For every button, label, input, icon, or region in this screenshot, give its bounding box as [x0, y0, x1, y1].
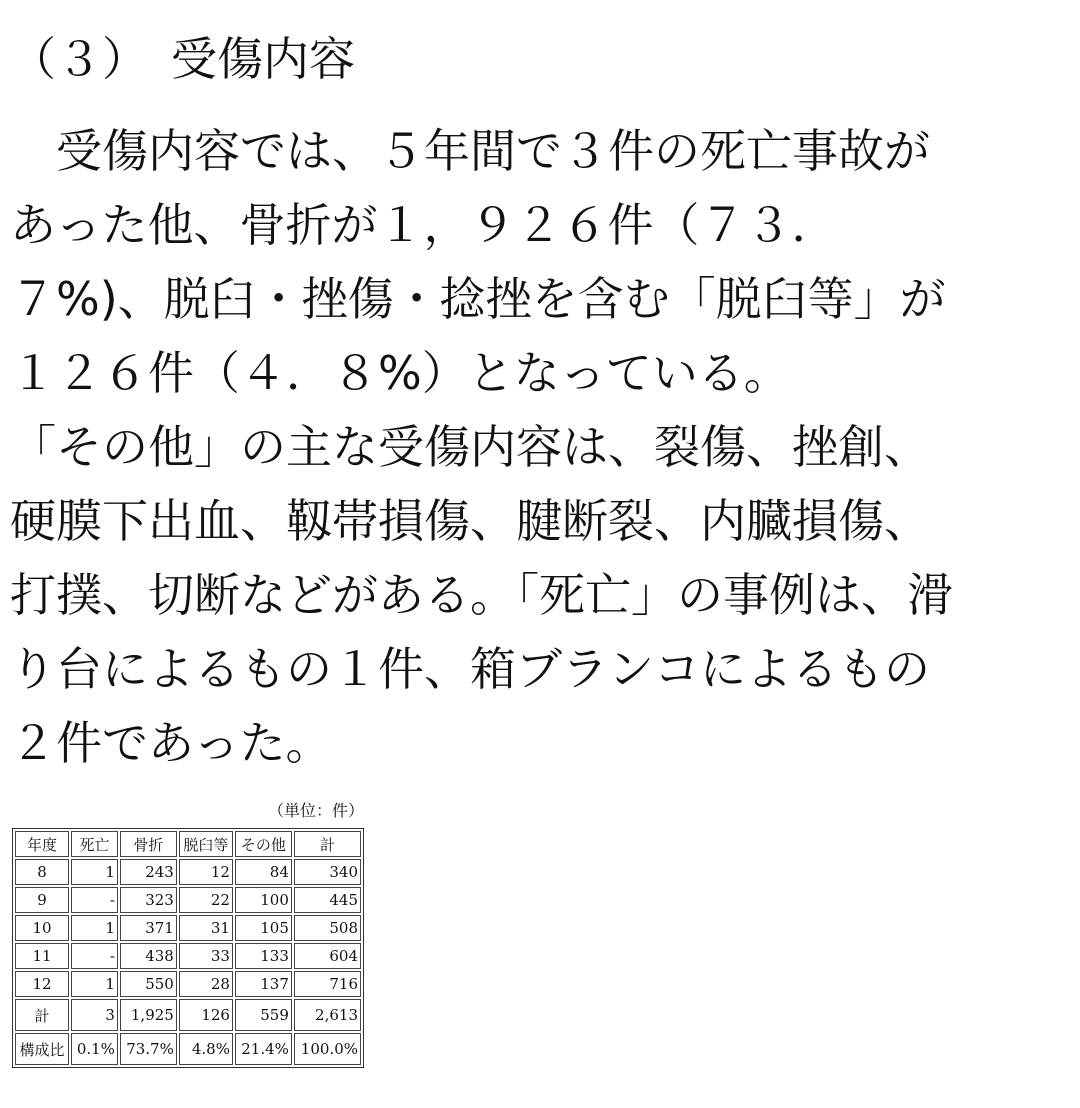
paragraph-line: １２６件（４．８%）となっている。: [10, 346, 790, 400]
table-cell: 33: [179, 943, 233, 969]
table-cell: 2,613: [294, 999, 361, 1031]
paragraph-line: ２件であった。: [10, 716, 332, 770]
table-row: [15, 915, 361, 941]
table-cell: 31: [179, 915, 233, 941]
header-year: 年度: [15, 831, 69, 857]
table-cell: 1,925: [120, 999, 177, 1031]
table-cell: 559: [235, 999, 292, 1031]
table-cell: 100: [235, 887, 292, 913]
table-cell: 371: [120, 915, 177, 941]
header-dislocation: 脱臼等: [179, 831, 233, 857]
table-cell: 137: [235, 971, 292, 997]
table-cell: 0.1%: [71, 1033, 118, 1065]
table-cell: 126: [179, 999, 233, 1031]
table-cell: 11: [15, 943, 69, 969]
table-cell: 12: [15, 971, 69, 997]
paragraph-line: り台によるもの１件、箱ブランコによるもの: [10, 642, 930, 696]
paragraph-line: ７%)、脱臼・挫傷・捻挫を含む「脱臼等」が: [10, 272, 946, 326]
table-cell: 100.0%: [294, 1033, 361, 1065]
table-cell: 21.4%: [235, 1033, 292, 1065]
paragraph-line: 「その他」の主な受傷内容は、裂傷、挫創、: [10, 420, 930, 474]
section-heading: （３） 受傷内容: [10, 32, 355, 86]
table-cell: 716: [294, 971, 361, 997]
table-cell: 84: [235, 859, 292, 885]
header-death: 死亡: [71, 831, 118, 857]
injury-statistics-table: [12, 828, 364, 1068]
table-cell: 323: [120, 887, 177, 913]
table-cell: 445: [294, 887, 361, 913]
table-cell: 3: [71, 999, 118, 1031]
table-unit-label: （単位：件）: [268, 801, 365, 820]
paragraph-line: 打撲、切断などがある。「死亡」の事例は、滑: [10, 568, 953, 622]
table-cell: 243: [120, 859, 177, 885]
table-row: [15, 859, 361, 885]
table-cell: 340: [294, 859, 361, 885]
table-cell: 10: [15, 915, 69, 941]
table-cell: 508: [294, 915, 361, 941]
table-cell: -: [71, 943, 118, 969]
table-cell: 133: [235, 943, 292, 969]
table-cell: 1: [71, 859, 118, 885]
table-cell: 28: [179, 971, 233, 997]
table-cell: 1: [71, 971, 118, 997]
table-cell: 105: [235, 915, 292, 941]
table-cell: 73.7%: [120, 1033, 177, 1065]
table-cell: 8: [15, 859, 69, 885]
table-cell: 構成比: [15, 1033, 69, 1065]
paragraph-line: あった他、骨折が１，９２６件（７３．: [10, 198, 838, 252]
paragraph-line: 受傷内容では、５年間で３件の死亡事故が: [10, 124, 930, 178]
table-cell: 550: [120, 971, 177, 997]
table-cell: 22: [179, 887, 233, 913]
paragraph-line: 硬膜下出血、靱帯損傷、腱断裂、内臓損傷、: [10, 494, 930, 548]
table-cell: 4.8%: [179, 1033, 233, 1065]
header-total: 計: [294, 831, 361, 857]
header-fracture: 骨折: [120, 831, 177, 857]
header-other: その他: [235, 831, 292, 857]
table-ratio-row: [15, 1033, 361, 1065]
table-cell: -: [71, 887, 118, 913]
table-cell: 1: [71, 915, 118, 941]
table-cell: 438: [120, 943, 177, 969]
table-total-row: [15, 999, 361, 1031]
table-row: [15, 887, 361, 913]
body-paragraph: [10, 114, 1070, 780]
table-cell: 604: [294, 943, 361, 969]
table-header-row: [15, 831, 361, 857]
table-row: [15, 971, 361, 997]
table-cell: 計: [15, 999, 69, 1031]
table-cell: 9: [15, 887, 69, 913]
table-row: [15, 943, 361, 969]
table-cell: 12: [179, 859, 233, 885]
